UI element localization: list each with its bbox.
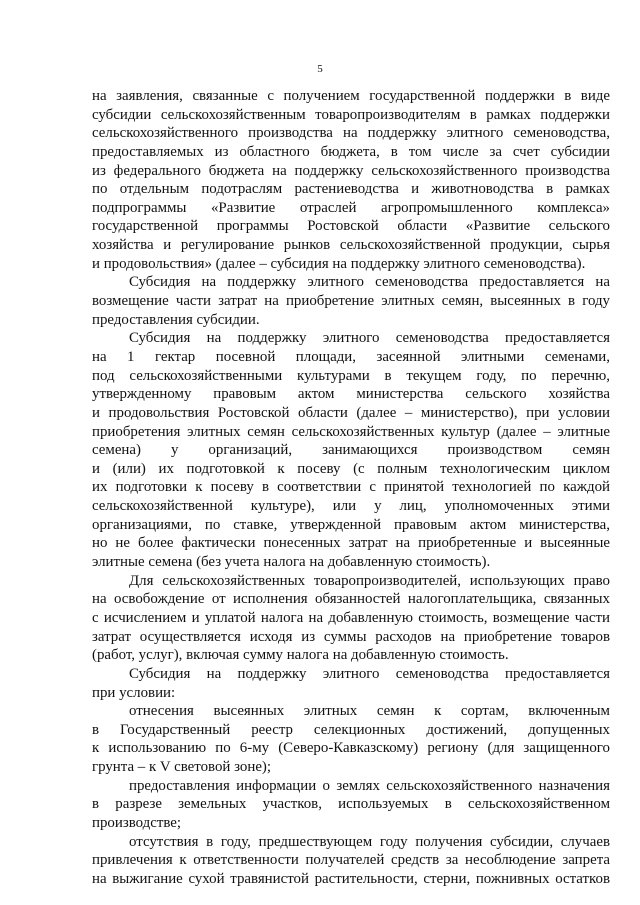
paragraph-p6	[92, 702, 610, 777]
text-line: на освобождение от исполнения обязанностей налогоплательщика, связанных	[92, 591, 610, 608]
text-line: элитные семена (без учета налога на добавленную стоимость).	[92, 554, 491, 571]
text-line: при условии:	[92, 684, 176, 701]
text-line: предоставления информации о землях сельскохозяйственного назначения	[129, 777, 610, 794]
paragraph-p1	[92, 87, 610, 273]
text-line: затрат осуществляется исходя из суммы расходов на приобретение товаров	[92, 628, 610, 645]
text-line: их подготовки к посеву в соответствии с принятой технологией по каждой	[92, 479, 610, 496]
text-line: субсидии сельскохозяйственным товаропроизводителям в рамках поддержки	[92, 106, 610, 123]
text-line: Для сельскохозяйственных товаропроизводителей, использующих право	[129, 572, 610, 589]
text-line: но не более фактически понесенных затрат на приобретенные и высеянные	[92, 535, 610, 552]
text-line: производстве;	[92, 814, 182, 831]
text-line: в Государственный реестр селекционных достижений, допущенных	[92, 721, 610, 738]
text-line: Субсидия на поддержку элитного семеноводства предоставляется	[129, 330, 610, 347]
text-line: грунта – к V световой зоне);	[92, 759, 272, 776]
text-line: предоставления субсидии.	[92, 311, 260, 328]
text-line: Субсидия на поддержку элитного семеноводства предоставляется	[129, 665, 610, 682]
text-line: отнесения высеянных элитных семян к сортам, включенным	[129, 703, 610, 720]
text-line: Субсидия на поддержку элитного семеноводства предоставляется на	[129, 274, 610, 291]
text-line: приобретения элитных семян сельскохозяйственных культур (далее – элитные	[92, 423, 610, 440]
text-line: с исчислением и уплатой налога на добавленную стоимость, возмещение части	[92, 609, 610, 626]
text-line: утвержденному правовым актом министерства сельского хозяйства	[92, 386, 610, 403]
text-line: из федерального бюджета на поддержку сельскохозяйственного производства	[92, 162, 610, 179]
paragraph-p2	[92, 273, 610, 329]
text-line: отсутствия в году, предшествующем году получения субсидии, случаев	[129, 833, 610, 850]
text-line: и продовольствия» (далее – субсидия на поддержку элитного семеноводства).	[92, 255, 586, 272]
text-line: на 1 гектар посевной площади, засеянной элитными семенами,	[92, 348, 610, 365]
page-number: 5	[317, 63, 323, 75]
text-line: сельскохозяйственного производства на поддержку элитного семеноводства,	[92, 125, 610, 142]
paragraph-p4	[92, 572, 610, 665]
text-line: на заявления, связанные с получением государственной поддержки в виде	[92, 88, 610, 104]
text-line: государственной программы Ростовской области «Развитие сельского	[92, 218, 610, 235]
text-line: подпрограммы «Развитие отраслей агропромышленного комплекса»	[92, 199, 610, 216]
text-line: предоставляемых из областного бюджета, в том числе за счет субсидии	[92, 143, 610, 160]
text-line: и (или) их подготовкой к посеву (с полным технологическим циклом	[92, 460, 610, 477]
text-line: хозяйства и регулирование рынков сельскохозяйственной продукции, сырья	[92, 237, 610, 254]
paragraph-p8	[92, 833, 610, 889]
text-line: возмещение части затрат на приобретение элитных семян, высеянных в году	[92, 293, 610, 310]
text-line: сельскохозяйственной культуре), или у лиц, уполномоченных этими	[92, 498, 610, 515]
text-line: и продовольствия Ростовской области (далее – министерство), при условии	[92, 404, 610, 421]
document-body	[92, 87, 610, 889]
paragraph-p7	[92, 777, 610, 833]
text-line: к использованию по 6-му (Северо-Кавказскому) региону (для защищенного	[92, 740, 610, 757]
text-line: семена) у организаций, занимающихся производством семян	[92, 442, 610, 459]
text-line: под сельскохозяйственными культурами в текущем году, по перечню,	[92, 367, 610, 384]
text-line: на выжигание сухой травянистой растительности, стерни, пожнивных остатков	[92, 870, 610, 887]
text-line: организациями, по ставке, утвержденной правовым актом министерства,	[92, 516, 610, 533]
paragraph-p3	[92, 329, 610, 571]
text-line: в разрезе земельных участков, используемых в сельскохозяйственном	[92, 796, 610, 813]
text-line: (работ, услуг), включая сумму налога на добавленную стоимость.	[92, 647, 509, 664]
text-line: привлечения к ответственности получателей средств за несоблюдение запрета	[92, 852, 610, 869]
text-line: по отдельным подотраслям растениеводства и животноводства в рамках	[92, 181, 610, 198]
paragraph-p5	[92, 665, 610, 702]
